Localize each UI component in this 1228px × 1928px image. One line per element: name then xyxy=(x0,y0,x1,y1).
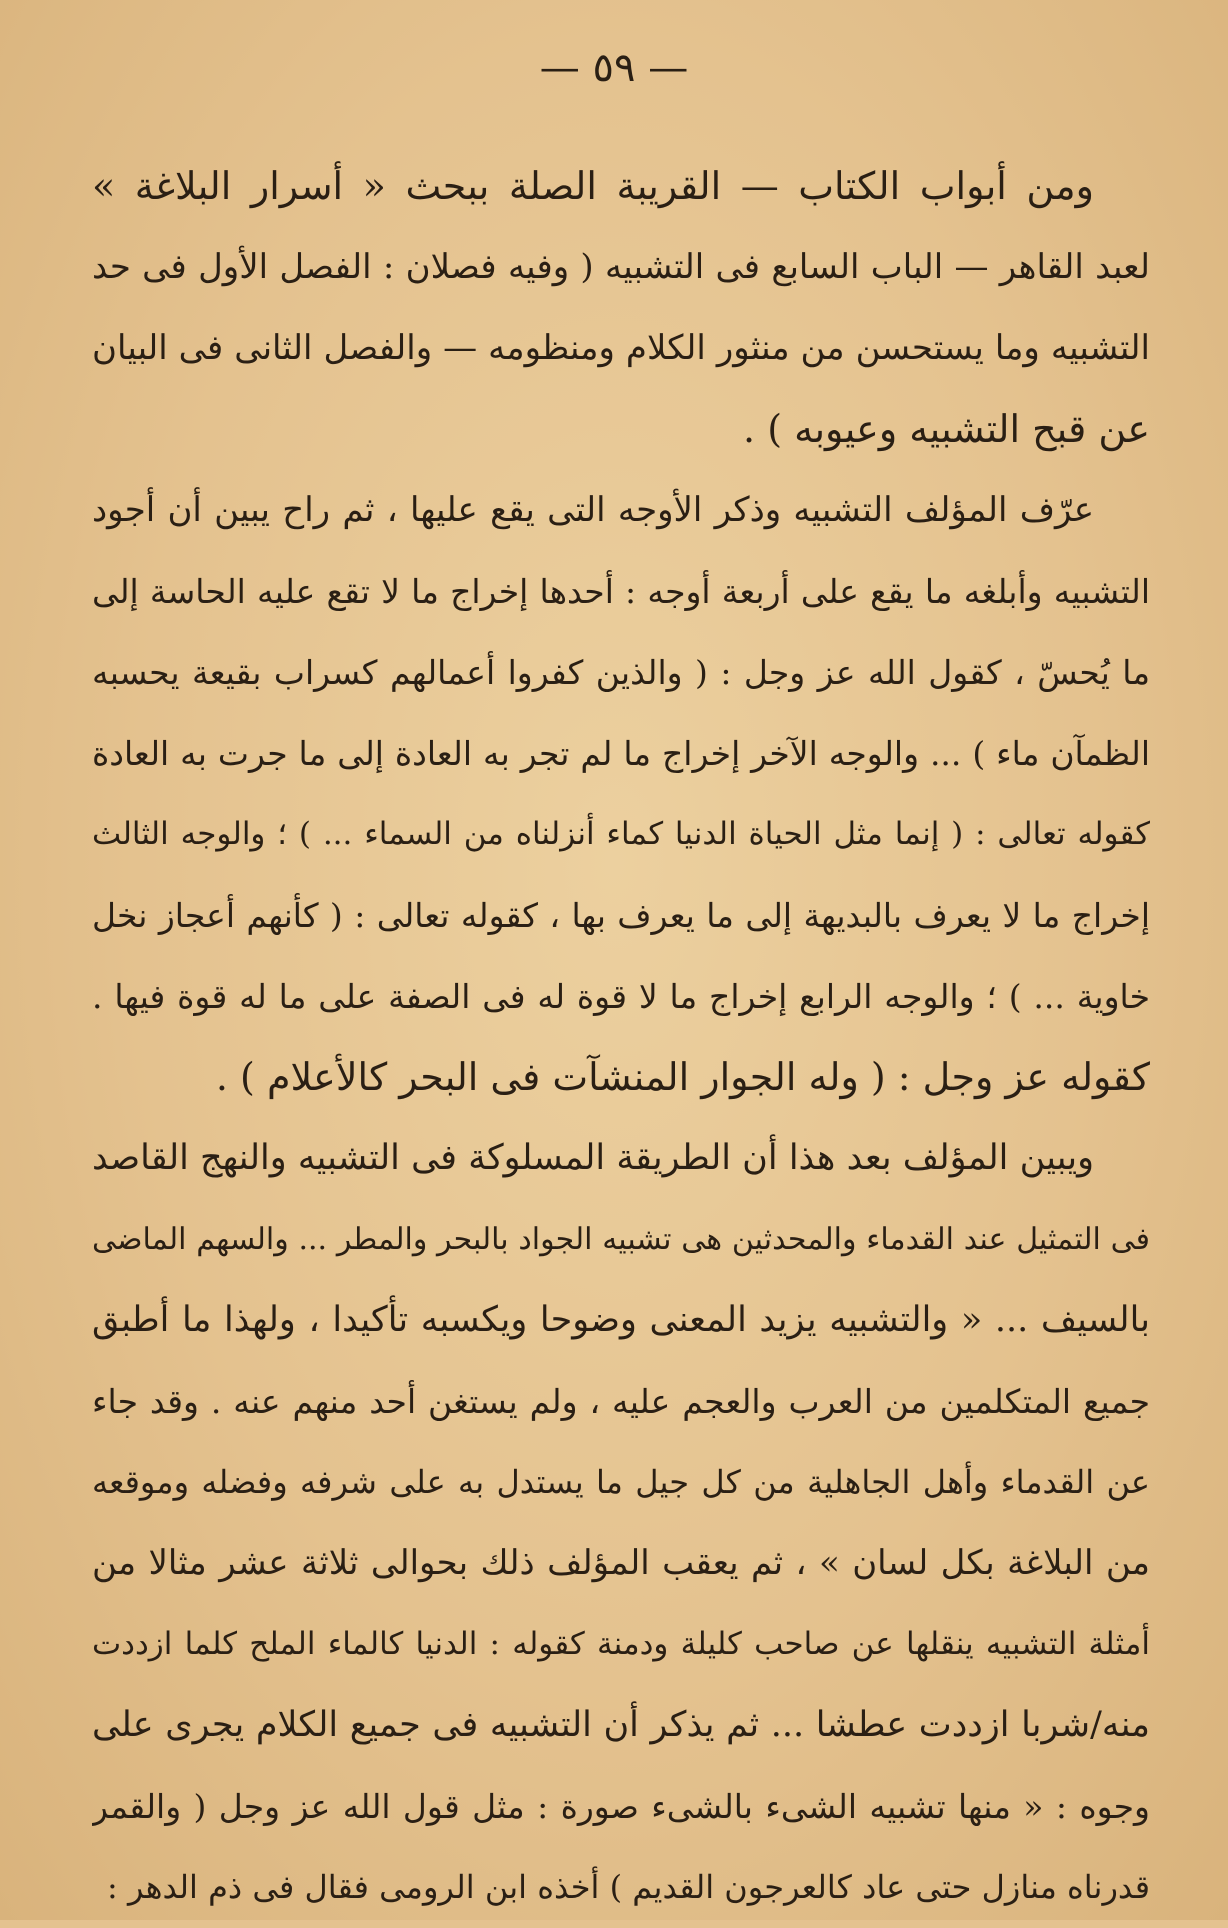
text-line: عرّف المؤلف التشبيه وذكر الأوجه التى يقع عليها ، ثم راح يبين أن أجود xyxy=(92,490,1094,530)
text-line: جميع المتكلمين من العرب والعجم عليه ، ولم يستغن أحد منهم عنه . وقد جاء xyxy=(92,1382,1150,1421)
text-line: لعبد القاهر — الباب السابع فى التشبيه ( وفيه فصلان : الفصل الأول فى حد xyxy=(92,247,1150,287)
text-line: وجوه : « منها تشبيه الشىء بالشىء صورة : مثل قول الله عز وجل ( والقمر xyxy=(92,1787,1150,1826)
text-line: ويبين المؤلف بعد هذا أن الطريقة المسلوكة فى التشبيه والنهج القاصد xyxy=(92,1138,1094,1178)
text-line: الظمآن ماء ) ... والوجه الآخر إخراج ما لم تجر به العادة إلى ما جرت به العادة xyxy=(92,734,1150,773)
text-line: عن القدماء وأهل الجاهلية من كل جيل ما يستدل به على شرفه وفضله وموقعه xyxy=(92,1463,1150,1501)
body-text xyxy=(92,146,1150,1928)
text-line: كقوله تعالى : ( إنما مثل الحياة الدنيا كماء أنزلناه من السماء ... ) ؛ والوجه الثالث xyxy=(92,816,1150,852)
text-line: خاوية ... ) ؛ والوجه الرابع إخراج ما لا قوة له فى الصفة على ما له قوة فيها . xyxy=(92,977,1150,1016)
text-line: إخراج ما لا يعرف بالبديهة إلى ما يعرف بها ، كقوله تعالى : ( كأنهم أعجاز نخل xyxy=(92,896,1150,935)
text-line: بالسيف ... « والتشبيه يزيد المعنى وضوحا ويكسبه تأكيدا ، ولهذا ما أطبق xyxy=(92,1300,1150,1340)
text-line: أمثلة التشبيه ينقلها عن صاحب كليلة ودمنة كقوله : الدنيا كالماء الملح كلما ازددت xyxy=(92,1626,1150,1662)
text-line: التشبيه وما يستحسن من منثور الكلام ومنظومه — والفصل الثانى فى البيان xyxy=(92,328,1150,368)
page-number: — ٥٩ — xyxy=(539,45,689,91)
text-line: التشبيه وأبلغه ما يقع على أربعة أوجه : أحدها إخراج ما لا تقع عليه الحاسة إلى xyxy=(92,572,1150,611)
text-line: من البلاغة بكل لسان » ، ثم يعقب المؤلف ذلك بحوالى ثلاثة عشر مثالا من xyxy=(92,1543,1150,1583)
text-line: كقوله عز وجل : ( وله الجوار المنشآت فى البحر كالأعلام ) . xyxy=(215,1055,1150,1099)
text-line: قدرناه منازل حتى عاد كالعرجون القديم ) أخذه ابن الرومى فقال فى ذم الدهر : xyxy=(107,1868,1150,1906)
text-line: ومن أبواب الكتاب — القريبة الصلة ببحث « أسرار البلاغة » xyxy=(92,164,1094,208)
text-line: منه/شربا ازددت عطشا ... ثم يذكر أن التشبيه فى جميع الكلام يجرى على xyxy=(92,1705,1150,1745)
text-line: فى التمثيل عند القدماء والمحدثين هى تشبيه الجواد بالبحر والمطر ... والسهم الماضى xyxy=(92,1222,1150,1257)
text-line: ما يُحسّ ، كقول الله عز وجل : ( والذين كفروا أعمالهم كسراب بقيعة يحسبه xyxy=(92,653,1150,692)
text-line: عن قبح التشبيه وعيوبه ) . xyxy=(743,407,1150,451)
